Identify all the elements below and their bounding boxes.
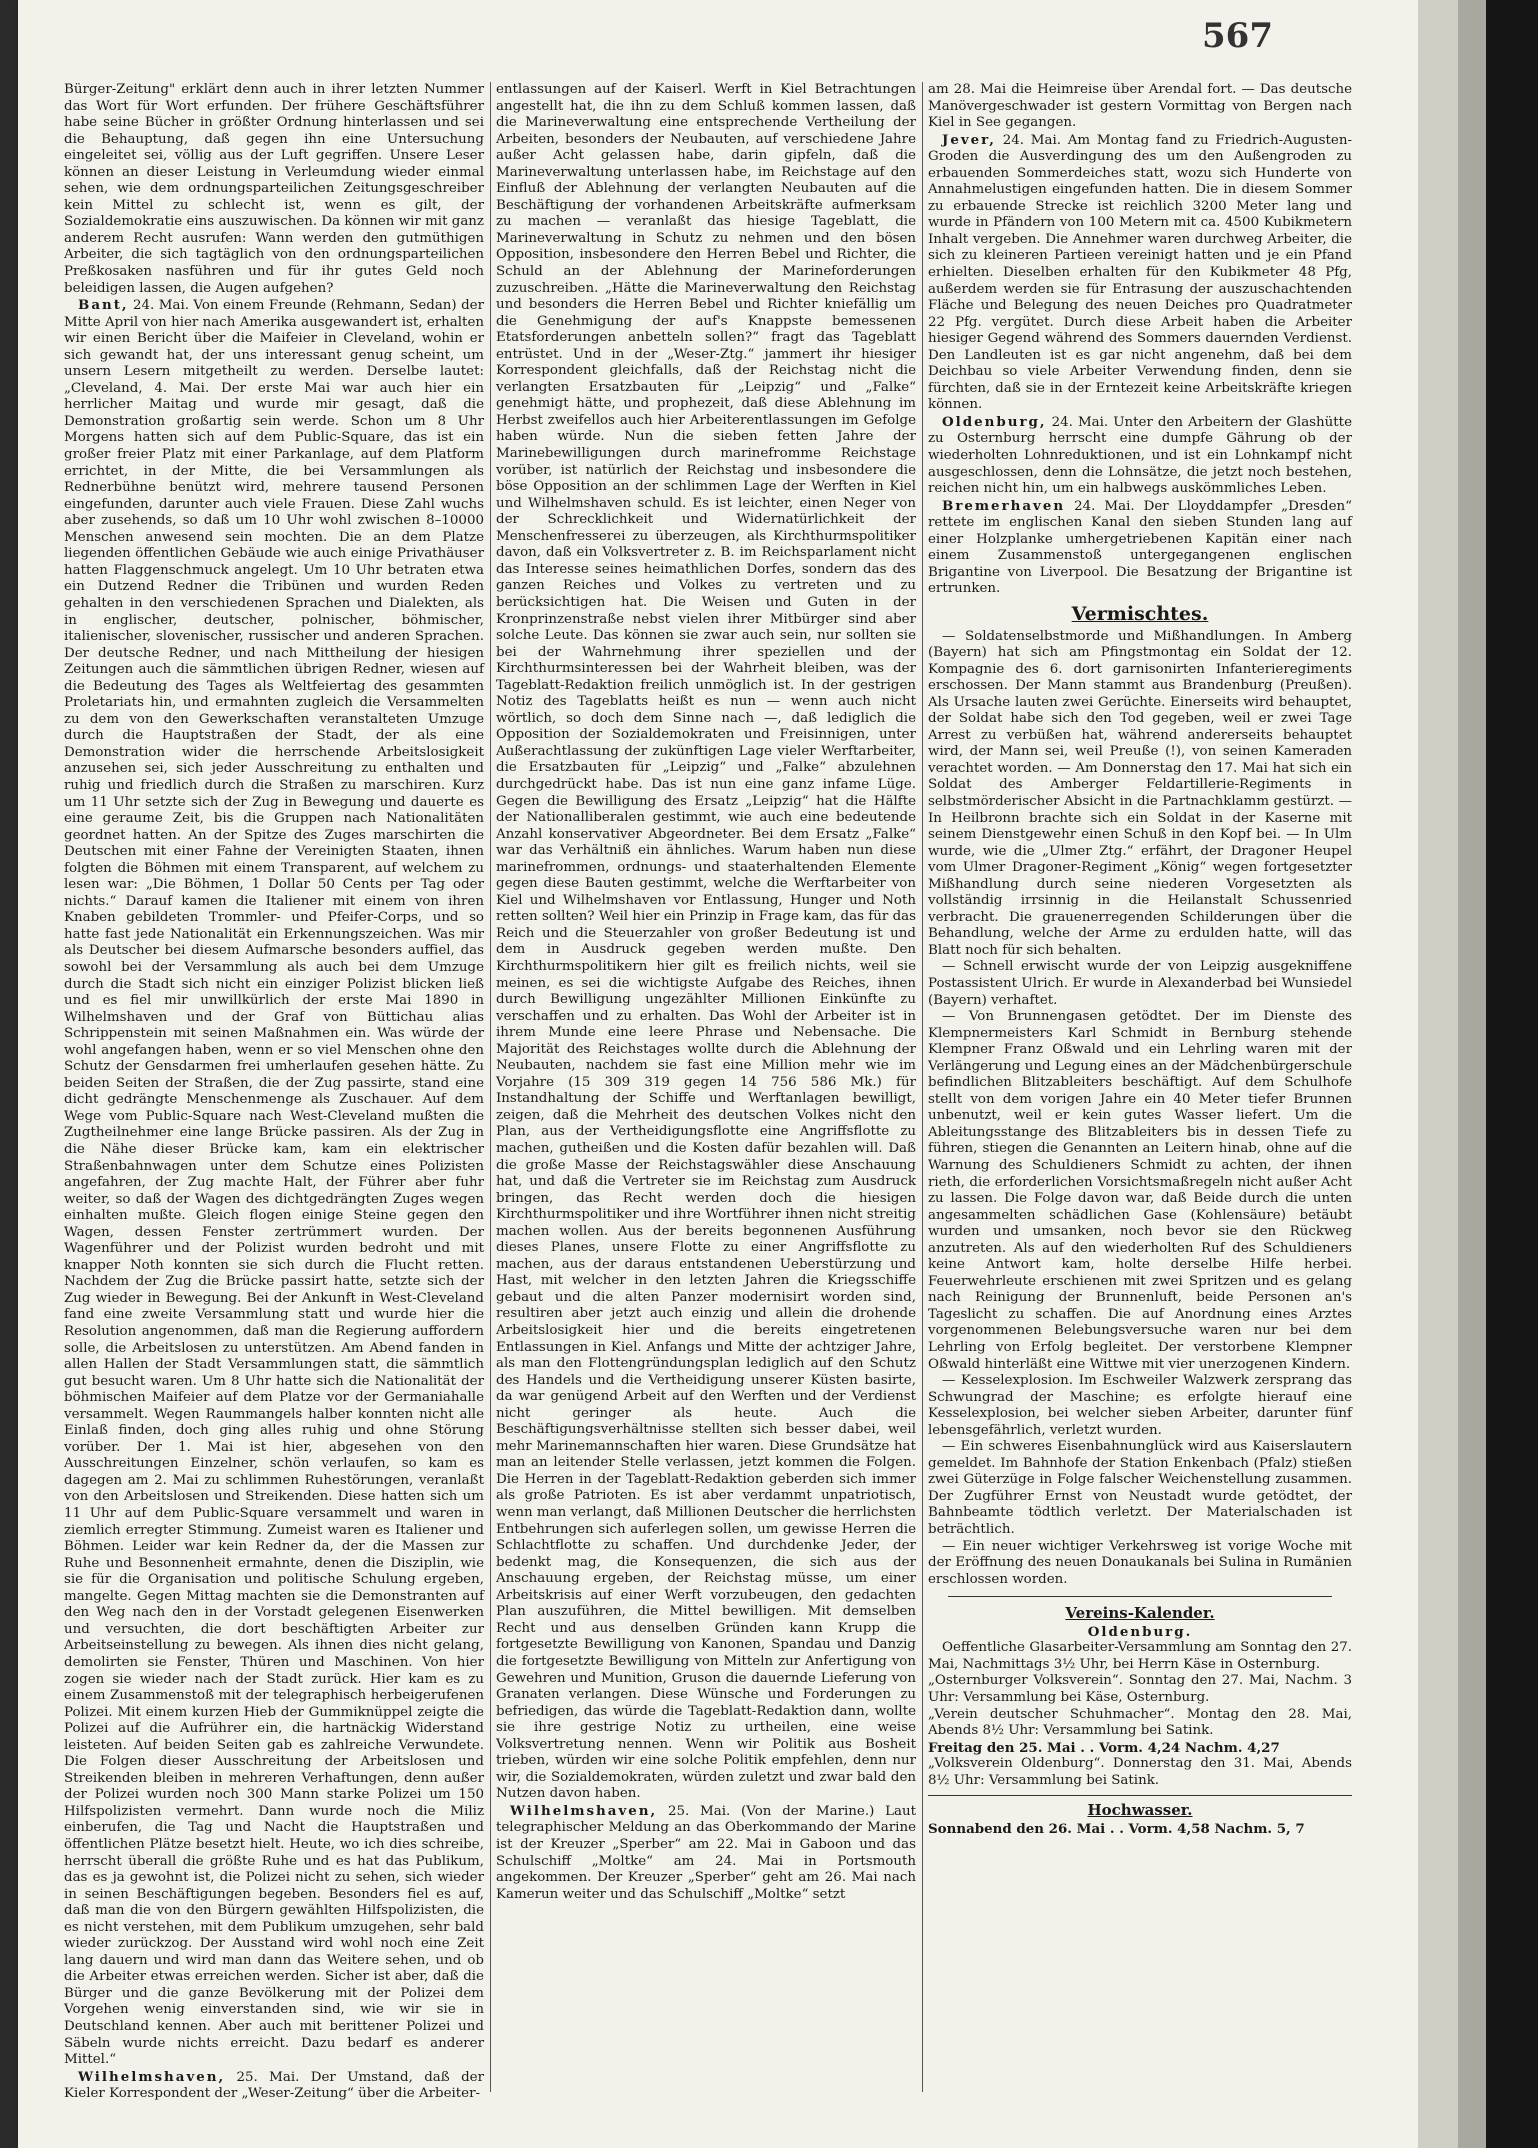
article-text: am 28. Mai die Heimreise über Arendal fort. — Das deutsche Manövergeschwader ist gestern Vormittag von Bergen nach Kiel in See gegangen.	[928, 82, 1352, 131]
section-title: Vermischtes.	[1071, 602, 1209, 625]
calendar-entry: „Volksverein Oldenburg“. Donnerstag den 31. Mai, Abends 8½ Uhr: Versammlung bei Satink.	[928, 1756, 1352, 1788]
calendar-title: Vereins-Kalender.	[1065, 1604, 1215, 1623]
newspaper-page	[18, 0, 1418, 2148]
article-paragraph	[928, 132, 1352, 414]
misc-item: — Ein schweres Eisenbahnunglück wird aus Kaiserslautern gemeldet. Im Bahnhofe der Station Enkenbach (Pfalz) stießen zwei Güterzüge in Folge falscher Weichenstellung zusammen. Der Zugführer Ernst von Neustadt wurde getödtet, der Bahnbeamte tödtlich verletzt. Der Materialschaden ist beträchtlich.	[928, 1439, 1352, 1538]
page-edge	[1418, 0, 1458, 2148]
article-text: 25. Mai. Der Umstand, daß der Kieler Korrespondent der „Weser-Zeitung“ über die Arbeiter-	[64, 2069, 484, 2102]
article-text: 24. Mai. Am Montag fand zu Friedrich-Augusten-Groden die Ausverdingung des um den Außengroden zu erbauenden Sommerdeiches statt, wozu sich Hunderte von Annahmelustigen eingefunden hatten. Die in diesem Sommer zu erbauende Strecke ist reichlich 3200 Meter lang und wurde in Pfändern von 100 Metern mit ca. 4500 Kubikmetern Inhalt vergeben. Die Annehmer waren durchweg Arbeiter, die sich zu kleineren Partieen vereinigt hatten und je ein Pfand erhielten. Dieselben erhalten für den Kubikmeter 48 Pfg, außerdem werden sie für Entrasung der auszuschachtenden Fläche und Belegung des neuen Deiches pro Quadratmeter 22 Pfg. vergütet. Durch diese Arbeit haben die Arbeiter hiesiger Gegend während des Sommers dauernden Verdienst. Den Landleuten ist es gar nicht angenehm, daß bei dem Deichbau so viele Arbeiter Verwendung finden, denn sie fürchten, daß sie in der Erntezeit keine Arbeitskräfte kriegen können.	[928, 132, 1352, 413]
article-text: 24. Mai. Unter den Arbeitern der Glashütte zu Osternburg herrscht eine dumpfe Gährung ob der wiederholten Lohnreduktionen, und ist ein Lohnkampf nicht ausgeschlossen, denn die Lohnsätze, die jetzt noch bestehen, reichen nicht hin, um ein halbwegs auskömmliches Leben.	[928, 414, 1352, 497]
calendar-entry: Oeffentliche Glasarbeiter-Versammlung am Sonntag den 27. Mai, Nachmittags 3½ Uhr, bei Herrn Käse in Osternburg.	[928, 1640, 1352, 1672]
column-divider	[922, 82, 923, 2092]
dateline: Wilhelmshaven,	[78, 2068, 226, 2085]
article-paragraph	[64, 297, 484, 2069]
article-text: Bürger-Zeitung" erklärt denn auch in ihrer letzten Nummer das Wort für Wort erfunden. Der frühere Geschäftsführer habe seine Bücher in größter Ordnung hinterlassen und sei die Behauptung, daß gegen ihn eine Untersuchung eingeleitet sei, völlig aus der Luft gegriffen. Unsere Leser können an dieser Leistung in Verleumdung wieder einmal sehen, wie dem ordnungsparteilichen Zeitungsgeschreiber kein Mittel zu schlecht ist, wenn es gilt, der Sozialdemokratie eins auszuwischen. Da können wir mit ganz anderem Recht ausrufen: Wann werden den gutmüthigen Arbeiter, die sich tagtäglich von den ordnungsparteilichen Preßkosaken nasführen und für ihr gutes Geld noch beleidigen lassen, die Augen aufgehen?	[64, 82, 484, 296]
dateline: Wilhelmshaven,	[510, 1802, 658, 1819]
page-number: 567	[1202, 16, 1273, 56]
article-text: 25. Mai. (Von der Marine.) Laut telegraphischer Meldung an das Oberkommando der Marine ist der Kreuzer „Sperber“ am 22. Mai in Gaboon und das Schulschiff „Moltke“ am 24. Mai in Portsmouth angekommen. Der Kreuzer „Sperber“ geht am 26. Mai nach Kamerun weiter und das Schulschiff „Moltke“ setzt	[496, 1803, 916, 1902]
dateline: Bremerhaven	[942, 497, 1066, 514]
column-divider	[490, 82, 491, 2092]
misc-item: — Kesselexplosion. Im Eschweiler Walzwerk zersprang das Schwungrad der Maschine; es erfolgte hierauf eine Kesselexplosion, bei welcher sieben Arbeiter, darunter fünf lebensgefährlich, verletzt wurden.	[928, 1373, 1352, 1438]
high-water-entry: Sonnabend den 26. Mai . . Vorm. 4,58 Nachm. 5, 7	[928, 1820, 1305, 1837]
page-edge	[1458, 0, 1486, 2148]
calendar-place: Oldenburg.	[1087, 1623, 1193, 1640]
article-text: 24. Mai. Von einem Freunde (Rehmann, Sedan) der Mitte April von hier nach Amerika ausgewandert ist, erhalten wir einen Bericht über die Maifeier in Cleveland, wohin er sich gewandt hat, der uns interessant genug scheint, um unsern Lesern mitgetheilt zu werden. Derselbe lautet: „Cleveland, 4. Mai. Der erste Mai war auch hier ein herrlicher Maitag und wurde mir gesagt, daß die Demonstration großartig sein werde. Schon um 8 Uhr Morgens hatten sich auf dem Public-Square, das ist ein großer freier Platz mit einer Parkanlage, auf dem Platform errichtet, in der Mitte, die bei Versammlungen als Rednerbühne benützt wird, mehrere tausend Personen eingefunden, darunter auch viele Frauen. Diese Zahl wuchs aber zusehends, so daß um 10 Uhr wohl zwischen 8–10000 Menschen anwesend sein mochten. Die an dem Platze liegenden öffentlichen Gebäude wie auch einige Privathäuser hatten Flaggenschmuck angelegt. Um 10 Uhr betraten etwa ein Dutzend Redner die Tribünen und wurden Reden gehalten in den verschiedenen Sprachen und Dialekten, als in englischer, deutscher, polnischer, böhmischer, italienischer, slovenischer, russischer und anderen Sprachen. Der deutsche Redner, und nach Mittheilung der hiesigen Zeitungen auch die sämmtlichen übrigen Redner, wiesen auf die Bedeutung des Tages als Weltfeiertag des gesammten Proletariats hin, und ermahnten zugleich die Versammelten zu dem von den Gewerkschaften veranstalteten Umzuge durch die Hauptstraßen der Stadt, der als eine Demonstration wider die herrschende Arbeitslosigkeit anzusehen sei, sich jeder Ausschreitung zu enthalten und ruhig und friedlich durch die Straßen zu marschiren. Kurz um 11 Uhr setzte sich der Zug in Bewegung und dauerte es eine geraume Zeit, bis die Gruppen nach Nationalitäten geordnet hatten. An der Spitze des Zuges marschirten die Deutschen mit einer Fahne der Vereinigten Staaten, ihnen folgten die Böhmen mit einem Transparent, auf welchem zu lesen war: „Die Böhmen, 1 Dollar 50 Cents per Tag oder nichts.“ Darauf kamen die Italiener mit einem von ihren Knaben gebildeten Trommler- und Pfeifer-Corps, und so hatte fast jede Nationalität ein Erkennungszeichen. Was mir als Deutscher bei diesem Aufmarsche besonders auffiel, das sowohl bei der Versammlung als auch bei dem Umzuge durch die Stadt sich nicht ein einziger Polizist blicken ließ und es fiel mir unwillkürlich der erste Mai 1890 in Wilhelmshaven und der Graf von Büttichau alias Schrippenstein mit seinen Maßnahmen ein. Was würde der wohl angefangen haben, wenn er so viel Menschen ohne den Schutz der Gensdarmen frei umherlaufen gesehen hätte. Zu beiden Seiten der Straßen, die der Zug passirte, stand eine dicht gedrängte Menschenmenge als Zuschauer. Auf dem Wege vom Public-Square nach West-Cleveland mußten die Zugtheilnehmer eine lange Brücke passiren. Als der Zug in die Nähe dieser Brücke kam, kam ein elektrischer Straßenbahnwagen unter dem Schutze eines Polizisten angefahren, der Zug machte Halt, der Führer aber fuhr weiter, so daß der Wagen des dichtgedrängten Zuges wegen einhalten mußte. Gleich flogen einige Steine gegen den Wagen, dessen Fenster zertrümmert wurden. Der Wagenführer und der Polizist wurden bedroht und mit knapper Noth konnten sie sich durch die Flucht retten. Nachdem der Zug die Brücke passirt hatte, setzte sich der Zug wieder in Bewegung. Bei der Ankunft in West-Cleveland fand eine zweite Versammlung statt und wurde hier die Resolution angenommen, daß man die Regierung auffordern solle, die Arbeitslosen zu unterstützen. Am Abend fanden in allen Hallen der Stadt Versammlungen statt, die sämmtlich gut besucht waren. Um 8 Uhr hatte sich die Nationalität der böhmischen Maifeier auf dem Platze vor der Germaniahalle versammelt. Wegen Raummangels halber konnten nicht alle Einlaß finden, doch ging alles ruhig und ohne Störung vorüber. Der 1. Mai ist hier, abgesehen von den Ausschreitungen Einzelner, schön verlaufen, so kam es dagegen am 2. Mai zu schlimmen Ruhestörungen, veranlaßt von den Arbeitslosen und Streikenden. Diese hatten sich um 11 Uhr auf dem Public-Square versammelt und waren in ziemlich erregter Stimmung. Zumeist waren es Italiener und Böhmen. Leider war kein Redner da, der die Massen zur Ruhe und Besonnenheit ermahnte, denen die Disziplin, wie sie für die Organisation und politische Schulung ergeben, mangelte. Gegen Mittag machten sie die Demonstranten auf den Weg nach den in der Vorstadt gelegenen Eisenwerken und versuchten, die dort beschäftigten Arbeiter zur Arbeitseinstellung zu bewegen. Als ihnen dies nicht gelang, demolirten sie Fenster, Thüren und Maschinen. Von hier zogen sie wieder nach der Stadt zurück. Hier kam es zu einem Zusammenstoß mit der telegraphisch herbeigerufenen Polizei. Mit einem kurzen Hieb der Gummiknüppel zeigte die Polizei auf die Aufrührer ein, die hartnäckig Widerstand leisteten. Auf beiden Seiten gab es zahlreiche Verwundete. Die Folgen dieser Ausschreitung der Arbeitslosen und Streikenden bleiben in mehreren Verhaftungen, denn außer der Polizei wurden noch 300 Mann starke Polizei um 150 Hilfspolizisten vermehrt. Dann wurde noch die Miliz einberufen, die Tag und Nacht die Hauptstraßen und öffentlichen Plätze besetzt hielt. Heute, wo ich dies schreibe, herrscht überall die größte Ruhe und es hat das Publikum, das es ja gewohnt ist, die Polizei nicht zu sehen, sich wieder in seinen Beschäftigungen begeben. Besonders fiel es auf, daß man die von den Bürgern gewählten Hilfspolizisten, die es nicht verstehen, mit dem Publikum umzugehen, sehr bald wieder zurückzog. Der Ausstand wird wohl noch eine Zeit lang dauern und wird man dann das Weitere sehen, und ob die Arbeiter etwas erreichen werden. Sicher ist aber, daß die Bürger und die ganze Bevölkerung mit der Polizei dem Vorgehen wenig einverstanden sind, wie wir sie in Deutschland kennen. Aber auch mit berittener Polizei und Säbeln wurde nichts erreicht. Dazu bedarf es anderer Mittel.“	[64, 298, 484, 2068]
calendar-entry: „Verein deutscher Schuhmacher“. Montag den 28. Mai, Abends 8½ Uhr: Versammlung bei Satink.	[928, 1706, 1352, 1739]
divider	[928, 1795, 1352, 1796]
misc-item: — Soldatenselbstmorde und Mißhandlungen. In Amberg (Bayern) hat sich am Pfingstmontag ein Soldat der 12. Kompagnie des 6. dort garnisonirten Infanterieregiments erschossen. Der Mann stammt aus Brandenburg (Preußen). Als Ursache lauten zwei Gerüchte. Einerseits wird behauptet, der Soldat habe sich den Tod gegeben, weil er zwei Tage Arrest zu verbüßen hat, während andererseits behauptet wird, der Mann sei, weil Preuße (!), von seinen Kameraden verachtet worden. — Am Donnerstag den 17. Mai hat sich ein Soldat des Amberger Feldartillerie-Regiments in selbstmörderischer Absicht in die Partnachklamm gestürzt. — In Heilbronn brachte sich ein Soldat in der Kaserne mit seinem Dienstgewehr einen Schuß in den Kopf bei. — In Ulm wurde, wie die „Ulmer Ztg.“ erfährt, der Dragoner Heupel vom Ulmer Dragoner-Regiment „König“ wegen fortgesetzter Mißhandlung durch seine niederen Vorgesetzten als vollständig irrsinnig in die Heilanstalt Schussenried verbracht. Die grauenerregenden Schilderungen über die Behandlung, welche der Arme zu erdulden hatte, will das Blatt noch für sich behalten.	[928, 628, 1352, 958]
misc-item: — Von Brunnengasen getödtet. Der im Dienste des Klempnermeisters Karl Schmidt in Bernburg stehende Klempner Franz Oßwald und ein Lehrling waren mit der Verlängerung und Legung eines an der Mädchenbürgerschule befindlichen Blitzableiters beschäftigt. Auf dem Schulhofe stellt von dem vorigen Jahre ein 40 Meter tiefer Brunnen unbenutzt, weil er kein gutes Wasser liefert. Um die Ableitungsstange des Blitzableiters bis in dessen Tiefe zu führen, stiegen die Genannten an Leitern hinab, ohne auf die Warnung des Schuldieners Schmidt zu achten, der ihnen rieth, die erforderlichen Vorsichtsmaßregeln nicht außer Acht zu lassen. Die Folge davon war, daß Beide durch die unten angesammelten schädlichen Gase (Kohlensäure) betäubt wurden und umsanken, noch bevor sie den Rückweg anzutreten. Als auf den wiederholten Ruf des Schuldieners keine Antwort kam, holte derselbe Hilfe herbei. Feuerwehrleute erschienen mit zwei Spritzen und es gelang nach Reinigung der Brunnenluft, beide Personen an's Tageslicht zu schaffen. Die auf Anordnung eines Arztes vorgenommenen Belebungsversuche waren nur bei dem Lehrling von Erfolg begleitet. Der verstorbene Klempner Oßwald hinterläßt eine Wittwe mit vier unerzogenen Kindern.	[928, 1009, 1352, 1372]
dateline: Jever,	[942, 131, 996, 148]
article-text: entlassungen auf der Kaiserl. Werft in Kiel Betrachtungen angestellt hat, die ihn zu dem Schluß kommen lassen, daß die Marineverwaltung eine entsprechende Vertheilung der Arbeiten, besonders der Neubauten, auf verschiedene Jahre außer Acht gelassen habe, darin gipfeln, daß die Marineverwaltung unterlassen habe, im Reichstage auf den Einfluß der Ablehnung der verlangten Neubauten auf die Beschäftigung der vorhandenen Arbeitskräfte aufmerksam zu machen — veranlaßt das hiesige Tageblatt, die Marineverwaltung in Schutz zu nehmen und den bösen Opposition, insbesondere den Herren Bebel und Richter, die Schuld an der Ablehnung der Marineforderungen zuzuschreiben. „Hätte die Marineverwaltung den Reichstag und besonders die Herren Bebel und Richter kniefällig um die Genehmigung der auf's Knappste bemessenen Etatsforderungen anbetteln sollen?“ fragt das Tageblatt entrüstet. Und in der „Weser-Ztg.“ jammert ihr hiesiger Korrespondent gleichfalls, daß der Reichstag nicht die verlangten Ersatzbauten für „Leipzig“ und „Falke“ genehmigt hätte, und prophezeit, daß diese Ablehnung im Herbst zweifellos auch hier Arbeiterentlassungen im Gefolge haben würde. Nun die sieben fetten Jahre der Marinebewilligungen durch marinefromme Reichstage vorüber, ist natürlich der Reichstag und insbesondere die böse Opposition an der schlimmen Lage der Werften in Kiel und Wilhelmshaven schuld. Es ist leichter, einen Neger von der Schrecklichkeit und Widernatürlichkeit der Menschenfresserei zu überzeugen, als Kirchthurmspolitiker davon, daß ein Volksvertreter z. B. im Reichsparlament nicht das Interesse seines heimathlichen Dorfes, sondern das des ganzen Reiches und Volkes zu vertreten und zu berücksichtigen hat. Die Weisen und Guten in der Kronprinzenstraße nebst vielen ihrer Mitbürger sind aber solche Leute. Das können sie zwar auch sein, nur sollten sie bei der Wahrnehmung ihrer speziellen und der Kirchthurmsinteressen bei der Wahrheit bleiben, was der Tageblatt-Redaktion freilich unmöglich ist. In der gestrigen Notiz des Tageblatts heißt es nun — wenn auch nicht wörtlich, so doch dem Sinne nach —, daß lediglich die Opposition der Sozialdemokraten und Freisinnigen, unter Außerachtlassung der zukünftigen Lage vieler Werftarbeiter, die Ersatzbauten für „Leipzig“ und „Falke“ abzulehnen durchgedrückt habe. Das ist nun eine ganz infame Lüge. Gegen die Bewilligung des Ersatz „Leipzig“ hat die Hälfte der Nationalliberalen gestimmt, wie auch eine bedeutende Anzahl konservativer Abgeordneter. Bei dem Ersatz „Falke“ war das Verhältniß ein ähnliches. Warum haben nun diese marinefrommen, ordnungs- und staaterhaltenden Elemente gegen diese Bauten gestimmt, welche die Werftarbeiter von Kiel und Wilhelmshaven vor Entlassung, Hunger und Noth retten sollten? Weil hier ein Prinzip in Frage kam, das für das Reich und die Steuerzahler von großer Bedeutung ist und dem in Ausdruck gegeben werden mußte. Den Kirchthurmspolitikern hier gilt es freilich nichts, weil sie meinen, es sei die wichtigste Aufgabe des Reiches, ihnen durch Bewilligung ungezählter Millionen Einkünfte zu verschaffen und zu erhalten. Das Wohl der Arbeiter ist in ihrem Munde eine leere Phrase und Nebensache. Die Majorität des Reichstages wollte durch die Ablehnung der Neubauten, nachdem sie fast eine Million mehr wie im Vorjahre (15 309 319 gegen 14 756 586 Mk.) für Instandhaltung der Schiffe und Werftanlagen bewilligt, zeigen, daß die Mehrheit des deutschen Volkes nicht den Plan, aus der Vertheidigungsflotte eine Angriffsflotte zu machen, gutheißen und die Kosten dafür bezahlen will. Daß die große Masse der Reichstagswähler diese Anschauung hat, und daß die Vertreter sie im Reichstag zum Ausdruck bringen, das Recht werden doch die hiesigen Kirchthurmspolitiker und ihre Wortführer ihnen nicht streitig machen wollen. Aus der bereits begonnenen Ausführung dieses Planes, unsere Flotte zu einer Angriffsflotte zu machen, aus der daraus entstandenen Ueberstürzung und Hast, mit welcher in den letzten Jahren die Kriegsschiffe gebaut und die alten Panzer modernisirt worden sind, resultiren aber jetzt auch einzig und allein die drohende Arbeitslosigkeit hier und die bereits eingetretenen Entlassungen in Kiel. Anfangs und Mitte der achtziger Jahre, als man den Flottengründungsplan lediglich auf den Schutz des Handels und die Vertheidigung unserer Küsten basirte, da war genügend Arbeit auf den Werften und der Verdienst nicht geringer als heute. Auch die Beschäftigungsverhältnisse stellten sich besser dabei, weil mehr Marinemannschaften hier waren. Diese Grundsätze hat man an leitender Stelle verlassen, jetzt kommen die Folgen. Die Herren in der Tageblatt-Redaktion geberden sich immer als große Patrioten. Es ist aber verdammt unpatriotisch, wenn man verlangt, daß Millionen Deutscher die herrlichsten Entbehrungen sich auferlegen sollen, um gewisse Herren die Schlachtflotte zu schaffen. Und durchdenke Jeder, der bedenkt mag, die Konsequenzen, die sich aus der Anschauung ergeben, der Reichstag müsse, um einer Arbeitskrisis auf einer Werft vorzubeugen, den gedachten Plan auszuführen, die Mittel bewilligen. Mit demselben Recht und aus denselben Gründen kann Krupp die fortgesetzte Bewilligung von Kanonen, Spandau und Danzig die fortgesetzte Bewilligung von Mitteln zur Anfertigung von Gewehren und Munition, Gruson die dauernde Lieferung von Granaten verlangen. Diese Wünsche und Forderungen zu befriedigen, das würde die Tageblatt-Redaktion dann, wollte sie ihre gestrige Notiz zu urtheilen, eine weise Volksvertretung nennen. Wenn wir Politik aus Bosheit trieben, würden wir eine solche Politik empfehlen, denn nur wir, die Sozialdemokraten, würden zuletzt und zwar bald den Nutzen davon haben.	[496, 82, 916, 1802]
calendar-entry: Freitag den 25. Mai . . Vorm. 4,24 Nachm. 4,27	[928, 1739, 1280, 1756]
column-1	[64, 82, 484, 2102]
article-paragraph	[928, 414, 1352, 498]
misc-item: — Ein neuer wichtiger Verkehrsweg ist vorige Woche mit der Eröffnung des neuen Donaukanals bei Sulina in Rumänien erschlossen worden.	[928, 1538, 1352, 1587]
article-text: 24. Mai. Der Lloyddampfer „Dresden“ rettete im englischen Kanal den sieben Stunden lang auf einer Holzplanke umhergetriebenen Kapitän einer nach einem Zusammenstoß untergegangenen englischen Brigantine von Liverpool. Die Besatzung der Brigantine ist ertrunken.	[928, 498, 1352, 597]
column-2	[496, 82, 916, 2092]
dateline: Oldenburg,	[942, 413, 1047, 430]
article-paragraph	[928, 498, 1352, 598]
scan-border	[1486, 0, 1538, 2148]
high-water-title: Hochwasser.	[1087, 1801, 1193, 1820]
calendar-entry: „Osternburger Volksverein“. Sonntag den 27. Mai, Nachm. 3 Uhr: Versammlung bei Käse, Osternburg.	[928, 1673, 1352, 1705]
article-paragraph	[496, 1803, 916, 1903]
article-paragraph	[64, 2069, 484, 2103]
column-3	[928, 82, 1352, 2092]
divider	[948, 1596, 1332, 1597]
misc-item: — Schnell erwischt wurde der von Leipzig ausgekniffene Postassistent Ulrich. Er wurde in Alexanderbad bei Wunsiedel (Bayern) verhaftet.	[928, 959, 1352, 1008]
dateline: Bant,	[78, 297, 129, 314]
